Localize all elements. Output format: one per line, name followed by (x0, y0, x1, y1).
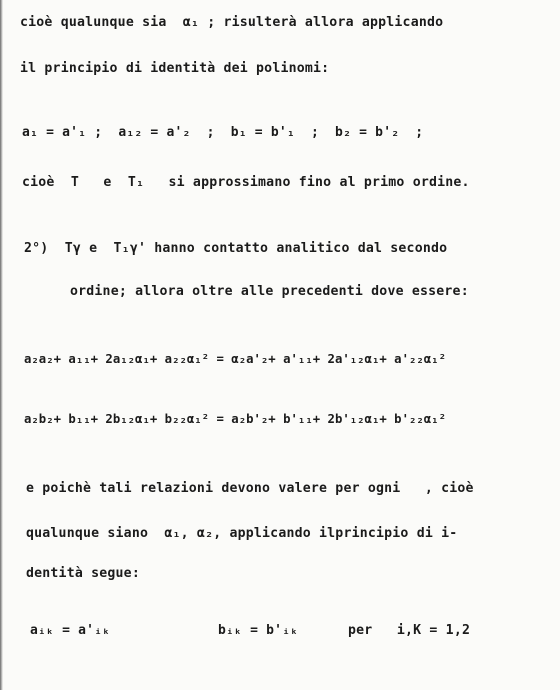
result-range: per i,K = 1,2 (348, 623, 471, 638)
text-line-4: cioè T e T₁ si approssimano fino al primo ordine. (22, 175, 470, 190)
text-line-10: qualunque siano α₁, α₂, applicando ilprincipio di i- (26, 526, 458, 541)
text-line-6: ordine; allora oltre alle precedenti dove essere: (70, 284, 469, 299)
text-line-11: dentità segue: (26, 566, 140, 581)
text-line-5: 2°) Tγ e T₁γ' hanno contatto analitico dal secondo (24, 241, 448, 256)
text-line-2: il principio di identità dei polinomi: (20, 61, 330, 76)
equation-line-identities: a₁ = a'₁ ; a₁₂ = a'₂ ; b₁ = b'₁ ; b₂ = b'₂ ; (22, 125, 424, 140)
equation-line-a: a₂a₂+ a₁₁+ 2a₁₂α₁+ a₂₂α₁² = α₂a'₂+ a'₁₁+ 2a'₁₂α₁+ a'₂₂α₁² (24, 352, 446, 366)
text-line-9: e poichè tali relazioni devono valere per ogni , cioè (26, 481, 474, 496)
result-equation-a: aᵢₖ = a'ᵢₖ (30, 623, 111, 638)
result-equation-b: bᵢₖ = b'ᵢₖ (218, 623, 299, 638)
page-left-edge-shadow (0, 0, 3, 690)
text-line-1: cioè qualunque sia α₁ ; risulterà allora applicando (20, 15, 444, 30)
equation-line-b: a₂b₂+ b₁₁+ 2b₁₂α₁+ b₂₂α₁² = a₂b'₂+ b'₁₁+ 2b'₁₂α₁+ b'₂₂α₁² (24, 412, 446, 426)
